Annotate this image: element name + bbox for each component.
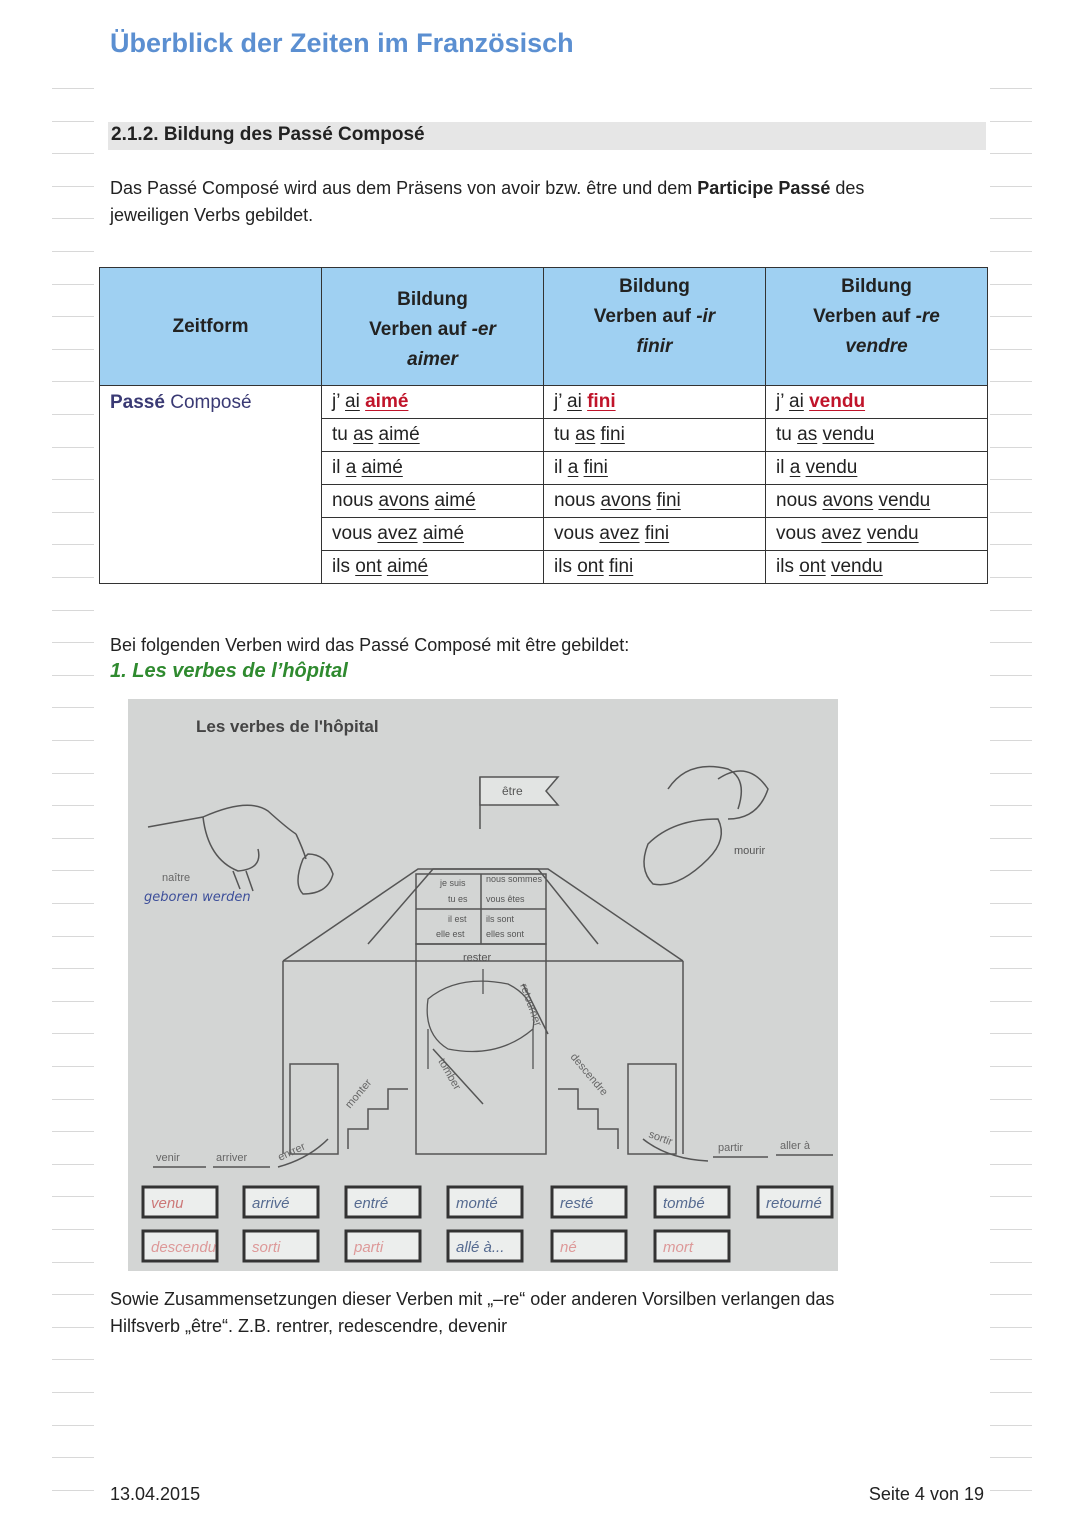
cell-er: il a aimé bbox=[322, 452, 544, 485]
label-descendre: descendre bbox=[567, 1051, 610, 1099]
intro-text-1: Das Passé Composé wird aus dem Präsens von avoir bzw. être und dem bbox=[110, 178, 698, 198]
cell-re: tu as vendu bbox=[766, 419, 988, 452]
cell-er: nous avons aimé bbox=[322, 485, 544, 518]
svg-text:je suis: je suis bbox=[440, 878, 466, 888]
participle-card bbox=[244, 1187, 318, 1217]
svg-text:elle est: elle est bbox=[436, 929, 465, 939]
label-sortir: sortir bbox=[646, 1128, 675, 1149]
cell-er: vous avez aimé bbox=[322, 518, 544, 551]
tense-cell: Passé Composé bbox=[100, 386, 322, 584]
cell-ir: il a fini bbox=[544, 452, 766, 485]
svg-text:ils sont: ils sont bbox=[486, 914, 515, 924]
label-naitre: naître bbox=[162, 872, 191, 884]
participle-card bbox=[346, 1187, 420, 1217]
participle-card bbox=[552, 1231, 626, 1261]
svg-text:monté: monté bbox=[456, 1195, 498, 1212]
conjugation-table bbox=[99, 267, 988, 584]
hospital-verbs-photo bbox=[128, 699, 838, 1271]
closing-paragraph bbox=[110, 1286, 834, 1340]
svg-text:nous sommes: nous sommes bbox=[486, 874, 543, 884]
svg-text:sorti: sorti bbox=[252, 1239, 281, 1256]
page-title: Überblick der Zeiten im Französisch bbox=[110, 28, 574, 58]
cell-re: j’ ai vendu bbox=[766, 386, 988, 419]
section-heading-bar bbox=[108, 122, 986, 150]
label-aller: aller à bbox=[780, 1140, 810, 1152]
participle-card bbox=[143, 1231, 217, 1261]
svg-text:vous êtes: vous êtes bbox=[486, 894, 525, 904]
svg-text:tombé: tombé bbox=[663, 1195, 705, 1212]
cell-ir: nous avons fini bbox=[544, 485, 766, 518]
cell-re: nous avons vendu bbox=[766, 485, 988, 518]
svg-text:tu es: tu es bbox=[448, 894, 468, 904]
svg-text:arrivé: arrivé bbox=[252, 1195, 290, 1212]
svg-text:resté: resté bbox=[560, 1195, 594, 1212]
footer-page: Seite 4 von 19 bbox=[868, 1484, 984, 1504]
closing-line-2: Hilfsverb „être“. Z.B. rentrer, redescendre, devenir bbox=[110, 1316, 508, 1336]
label-retourner: retourner bbox=[517, 981, 544, 1028]
left-margin-lines bbox=[52, 0, 94, 1527]
cell-ir: vous avez fini bbox=[544, 518, 766, 551]
closing-line-1: Sowie Zusammensetzungen dieser Verben mit „–re“ oder anderen Vorsilben verlangen das bbox=[110, 1289, 835, 1309]
svg-text:parti: parti bbox=[354, 1239, 384, 1256]
participle-card bbox=[552, 1187, 626, 1217]
svg-text:retourné: retourné bbox=[766, 1195, 822, 1212]
participle-card bbox=[448, 1231, 522, 1261]
intro-bold: Participe Passé bbox=[697, 178, 831, 198]
label-naitre-handwritten: geboren werden bbox=[144, 890, 251, 905]
image-title: Les verbes de l'hôpital bbox=[196, 717, 379, 736]
cell-ir: tu as fini bbox=[544, 419, 766, 452]
svg-text:allé à...: allé à... bbox=[456, 1239, 505, 1256]
etre-intro: Bei folgenden Verben wird das Passé Composé mit être gebildet: bbox=[110, 635, 630, 655]
section-heading: 2.1.2. Bildung des Passé Composé bbox=[111, 124, 425, 145]
label-etre: être bbox=[502, 784, 523, 798]
hospital-diagram bbox=[128, 699, 838, 1271]
intro-text-2: des bbox=[830, 178, 865, 198]
header-ir: Bildung Verben auf -ir finir bbox=[544, 268, 766, 386]
label-mourir: mourir bbox=[734, 845, 766, 857]
participle-card bbox=[244, 1231, 318, 1261]
svg-text:elles sont: elles sont bbox=[486, 929, 525, 939]
svg-text:venu: venu bbox=[151, 1195, 184, 1212]
participle-card bbox=[346, 1231, 420, 1261]
participle-card bbox=[448, 1187, 522, 1217]
cell-er: j’ ai aimé bbox=[322, 386, 544, 419]
cell-er: tu as aimé bbox=[322, 419, 544, 452]
table-row bbox=[100, 386, 988, 419]
label-rester: rester bbox=[463, 952, 492, 964]
svg-text:mort: mort bbox=[663, 1239, 693, 1256]
header-er: Bildung Verben auf -er aimer bbox=[322, 268, 544, 386]
label-monter: monter bbox=[343, 1076, 375, 1111]
header-re: Bildung Verben auf -re vendre bbox=[766, 268, 988, 386]
right-margin-lines bbox=[990, 0, 1032, 1527]
cell-ir: j’ ai fini bbox=[544, 386, 766, 419]
footer-date: 13.04.2015 bbox=[110, 1484, 201, 1504]
cell-er: ils ont aimé bbox=[322, 551, 544, 584]
svg-text:descendu: descendu bbox=[151, 1239, 217, 1256]
cell-re: ils ont vendu bbox=[766, 551, 988, 584]
svg-text:né: né bbox=[560, 1239, 577, 1256]
label-venir: venir bbox=[156, 1152, 180, 1164]
participle-card bbox=[655, 1187, 729, 1217]
label-arriver: arriver bbox=[216, 1152, 248, 1164]
label-partir: partir bbox=[718, 1142, 744, 1154]
intro-paragraph bbox=[110, 175, 864, 229]
header-zeitform: Zeitform bbox=[100, 268, 322, 386]
label-tomber: tomber bbox=[435, 1056, 463, 1093]
participle-card bbox=[758, 1187, 832, 1217]
svg-text:il est: il est bbox=[448, 914, 467, 924]
svg-text:entré: entré bbox=[354, 1195, 389, 1212]
cell-ir: ils ont fini bbox=[544, 551, 766, 584]
list-heading: 1. Les verbes de l’hôpital bbox=[110, 660, 348, 682]
label-entrer: entrer bbox=[276, 1140, 308, 1164]
participle-card bbox=[143, 1187, 217, 1217]
cell-re: il a vendu bbox=[766, 452, 988, 485]
participle-card bbox=[655, 1231, 729, 1261]
intro-line-2: jeweiligen Verbs gebildet. bbox=[110, 205, 314, 225]
cell-re: vous avez vendu bbox=[766, 518, 988, 551]
